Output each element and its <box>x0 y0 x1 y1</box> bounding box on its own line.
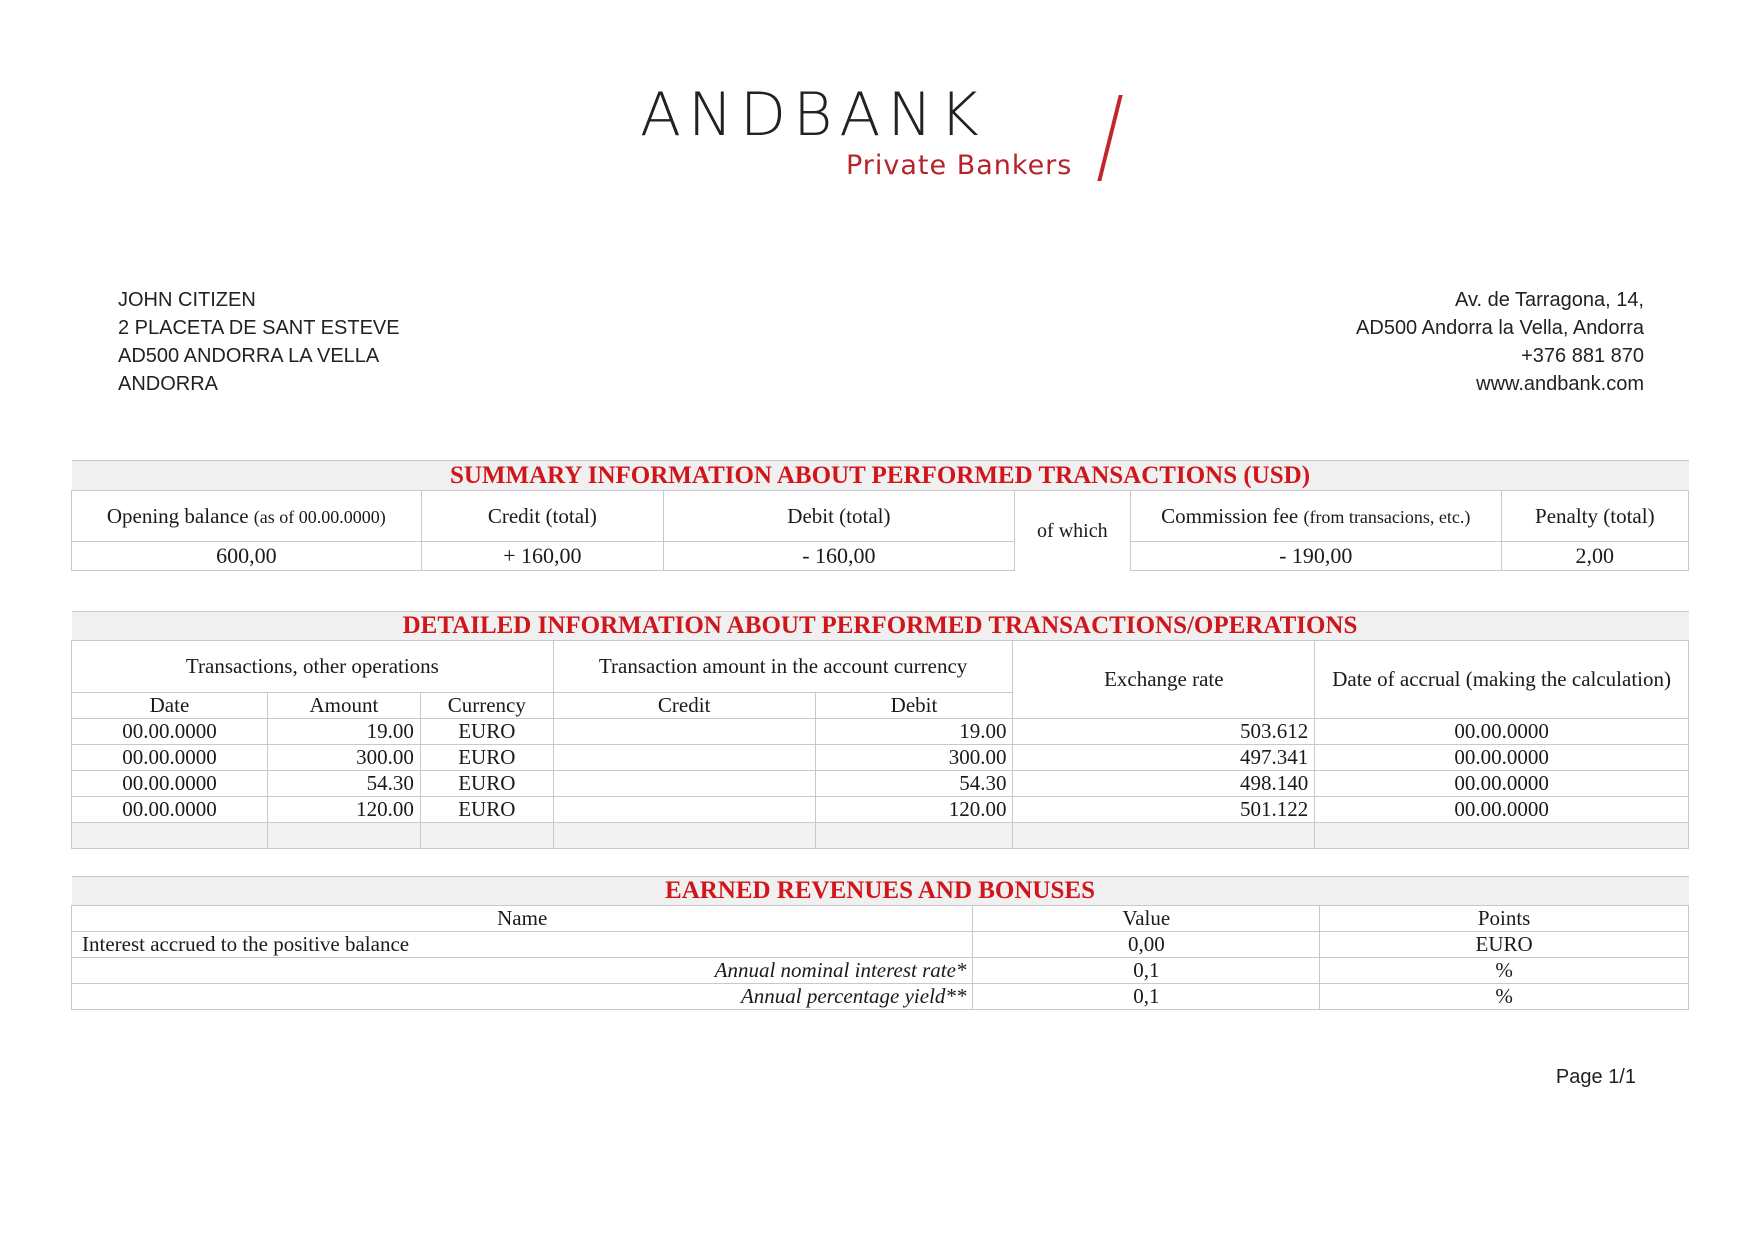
client-city: AD500 ANDORRA LA VELLA <box>118 345 380 367</box>
debit-total-value: - 160,00 <box>664 542 1015 571</box>
table-row <box>72 958 1689 984</box>
bank-address <box>1356 286 1644 398</box>
bank-phone: +376 881 870 <box>1521 345 1644 367</box>
row-debit: 54.30 <box>815 771 1013 797</box>
row-date: 00.00.0000 <box>72 771 268 797</box>
details-title: DETAILED INFORMATION ABOUT PERFORMED TRANSACTIONS/OPERATIONS <box>72 612 1689 641</box>
row-date: 00.00.0000 <box>72 797 268 823</box>
table-row <box>72 719 1689 745</box>
row-credit <box>553 771 815 797</box>
row-value: 0,1 <box>973 958 1320 984</box>
row-debit: 300.00 <box>815 745 1013 771</box>
penalty-total-value: 2,00 <box>1501 542 1688 571</box>
row-accrual-date: 00.00.0000 <box>1315 797 1689 823</box>
penalty-total-header: Penalty (total) <box>1501 491 1688 542</box>
row-credit <box>553 797 815 823</box>
row-date: 00.00.0000 <box>72 745 268 771</box>
commission-fee-value: - 190,00 <box>1130 542 1501 571</box>
row-debit: 120.00 <box>815 797 1013 823</box>
bank-website[interactable]: www.andbank.com <box>1476 373 1644 395</box>
row-name: Annual nominal interest rate* <box>72 958 973 984</box>
blank-row <box>72 823 1689 849</box>
page-number: Page 1/1 <box>1555 1066 1636 1088</box>
row-currency: EURO <box>420 771 553 797</box>
currency-column-header: Currency <box>420 693 553 719</box>
row-exchange-rate: 501.122 <box>1013 797 1315 823</box>
bank-street: Av. de Tarragona, 14, <box>1454 289 1644 311</box>
bank-city: AD500 Andorra la Vella, Andorra <box>1356 317 1644 339</box>
row-currency: EURO <box>420 745 553 771</box>
credit-total-header: Credit (total) <box>421 491 663 542</box>
opening-balance-header: Opening balance (as of 00.00.0000) <box>72 491 422 542</box>
row-amount: 120.00 <box>267 797 420 823</box>
amount-column-header: Amount <box>267 693 420 719</box>
row-accrual-date: 00.00.0000 <box>1315 771 1689 797</box>
row-debit: 19.00 <box>815 719 1013 745</box>
table-row <box>72 797 1689 823</box>
client-street: 2 PLACETA DE SANT ESTEVE <box>118 317 400 339</box>
row-accrual-date: 00.00.0000 <box>1315 745 1689 771</box>
row-exchange-rate: 497.341 <box>1013 745 1315 771</box>
of-which-label: of which <box>1014 491 1130 571</box>
logo-wordmark: ANDBANK <box>640 80 986 150</box>
client-name: JOHN CITIZEN <box>118 289 256 311</box>
points-column-header: Points <box>1320 906 1689 932</box>
table-row <box>72 932 1689 958</box>
row-date: 00.00.0000 <box>72 719 268 745</box>
commission-fee-header: Commission fee (from transacions, etc.) <box>1130 491 1501 542</box>
details-table <box>71 611 1689 849</box>
opening-balance-value: 600,00 <box>72 542 422 571</box>
row-credit <box>553 719 815 745</box>
amount-in-account-header: Transaction amount in the account currency <box>553 641 1013 693</box>
row-value: 0,1 <box>973 984 1320 1010</box>
logo-tagline: Private Bankers <box>846 150 1073 181</box>
client-country: ANDORRA <box>118 373 219 395</box>
bank-logo <box>640 80 1160 190</box>
summary-table <box>71 460 1689 571</box>
row-name: Interest accrued to the positive balance <box>72 932 973 958</box>
row-exchange-rate: 503.612 <box>1013 719 1315 745</box>
name-column-header: Name <box>72 906 973 932</box>
row-currency: EURO <box>420 719 553 745</box>
debit-column-header: Debit <box>815 693 1013 719</box>
row-credit <box>553 745 815 771</box>
credit-column-header: Credit <box>553 693 815 719</box>
client-address <box>118 286 400 398</box>
row-name: Annual percentage yield** <box>72 984 973 1010</box>
date-column-header: Date <box>72 693 268 719</box>
date-of-accrual-header: Date of accrual (making the calculation) <box>1315 641 1689 719</box>
row-currency: EURO <box>420 797 553 823</box>
row-accrual-date: 00.00.0000 <box>1315 719 1689 745</box>
row-points: EURO <box>1320 932 1689 958</box>
credit-total-value: + 160,00 <box>421 542 663 571</box>
earned-title: EARNED REVENUES AND BONUSES <box>72 877 1689 906</box>
table-row <box>72 771 1689 797</box>
row-points: % <box>1320 984 1689 1010</box>
debit-total-header: Debit (total) <box>664 491 1015 542</box>
exchange-rate-header: Exchange rate <box>1013 641 1315 719</box>
earned-table <box>71 876 1689 1010</box>
summary-title: SUMMARY INFORMATION ABOUT PERFORMED TRANSACTIONS (USD) <box>72 461 1689 491</box>
row-value: 0,00 <box>973 932 1320 958</box>
table-row <box>72 745 1689 771</box>
value-column-header: Value <box>973 906 1320 932</box>
table-row <box>72 984 1689 1010</box>
row-amount: 300.00 <box>267 745 420 771</box>
row-points: % <box>1320 958 1689 984</box>
row-amount: 19.00 <box>267 719 420 745</box>
row-exchange-rate: 498.140 <box>1013 771 1315 797</box>
row-amount: 54.30 <box>267 771 420 797</box>
transactions-group-header: Transactions, other operations <box>72 641 554 693</box>
